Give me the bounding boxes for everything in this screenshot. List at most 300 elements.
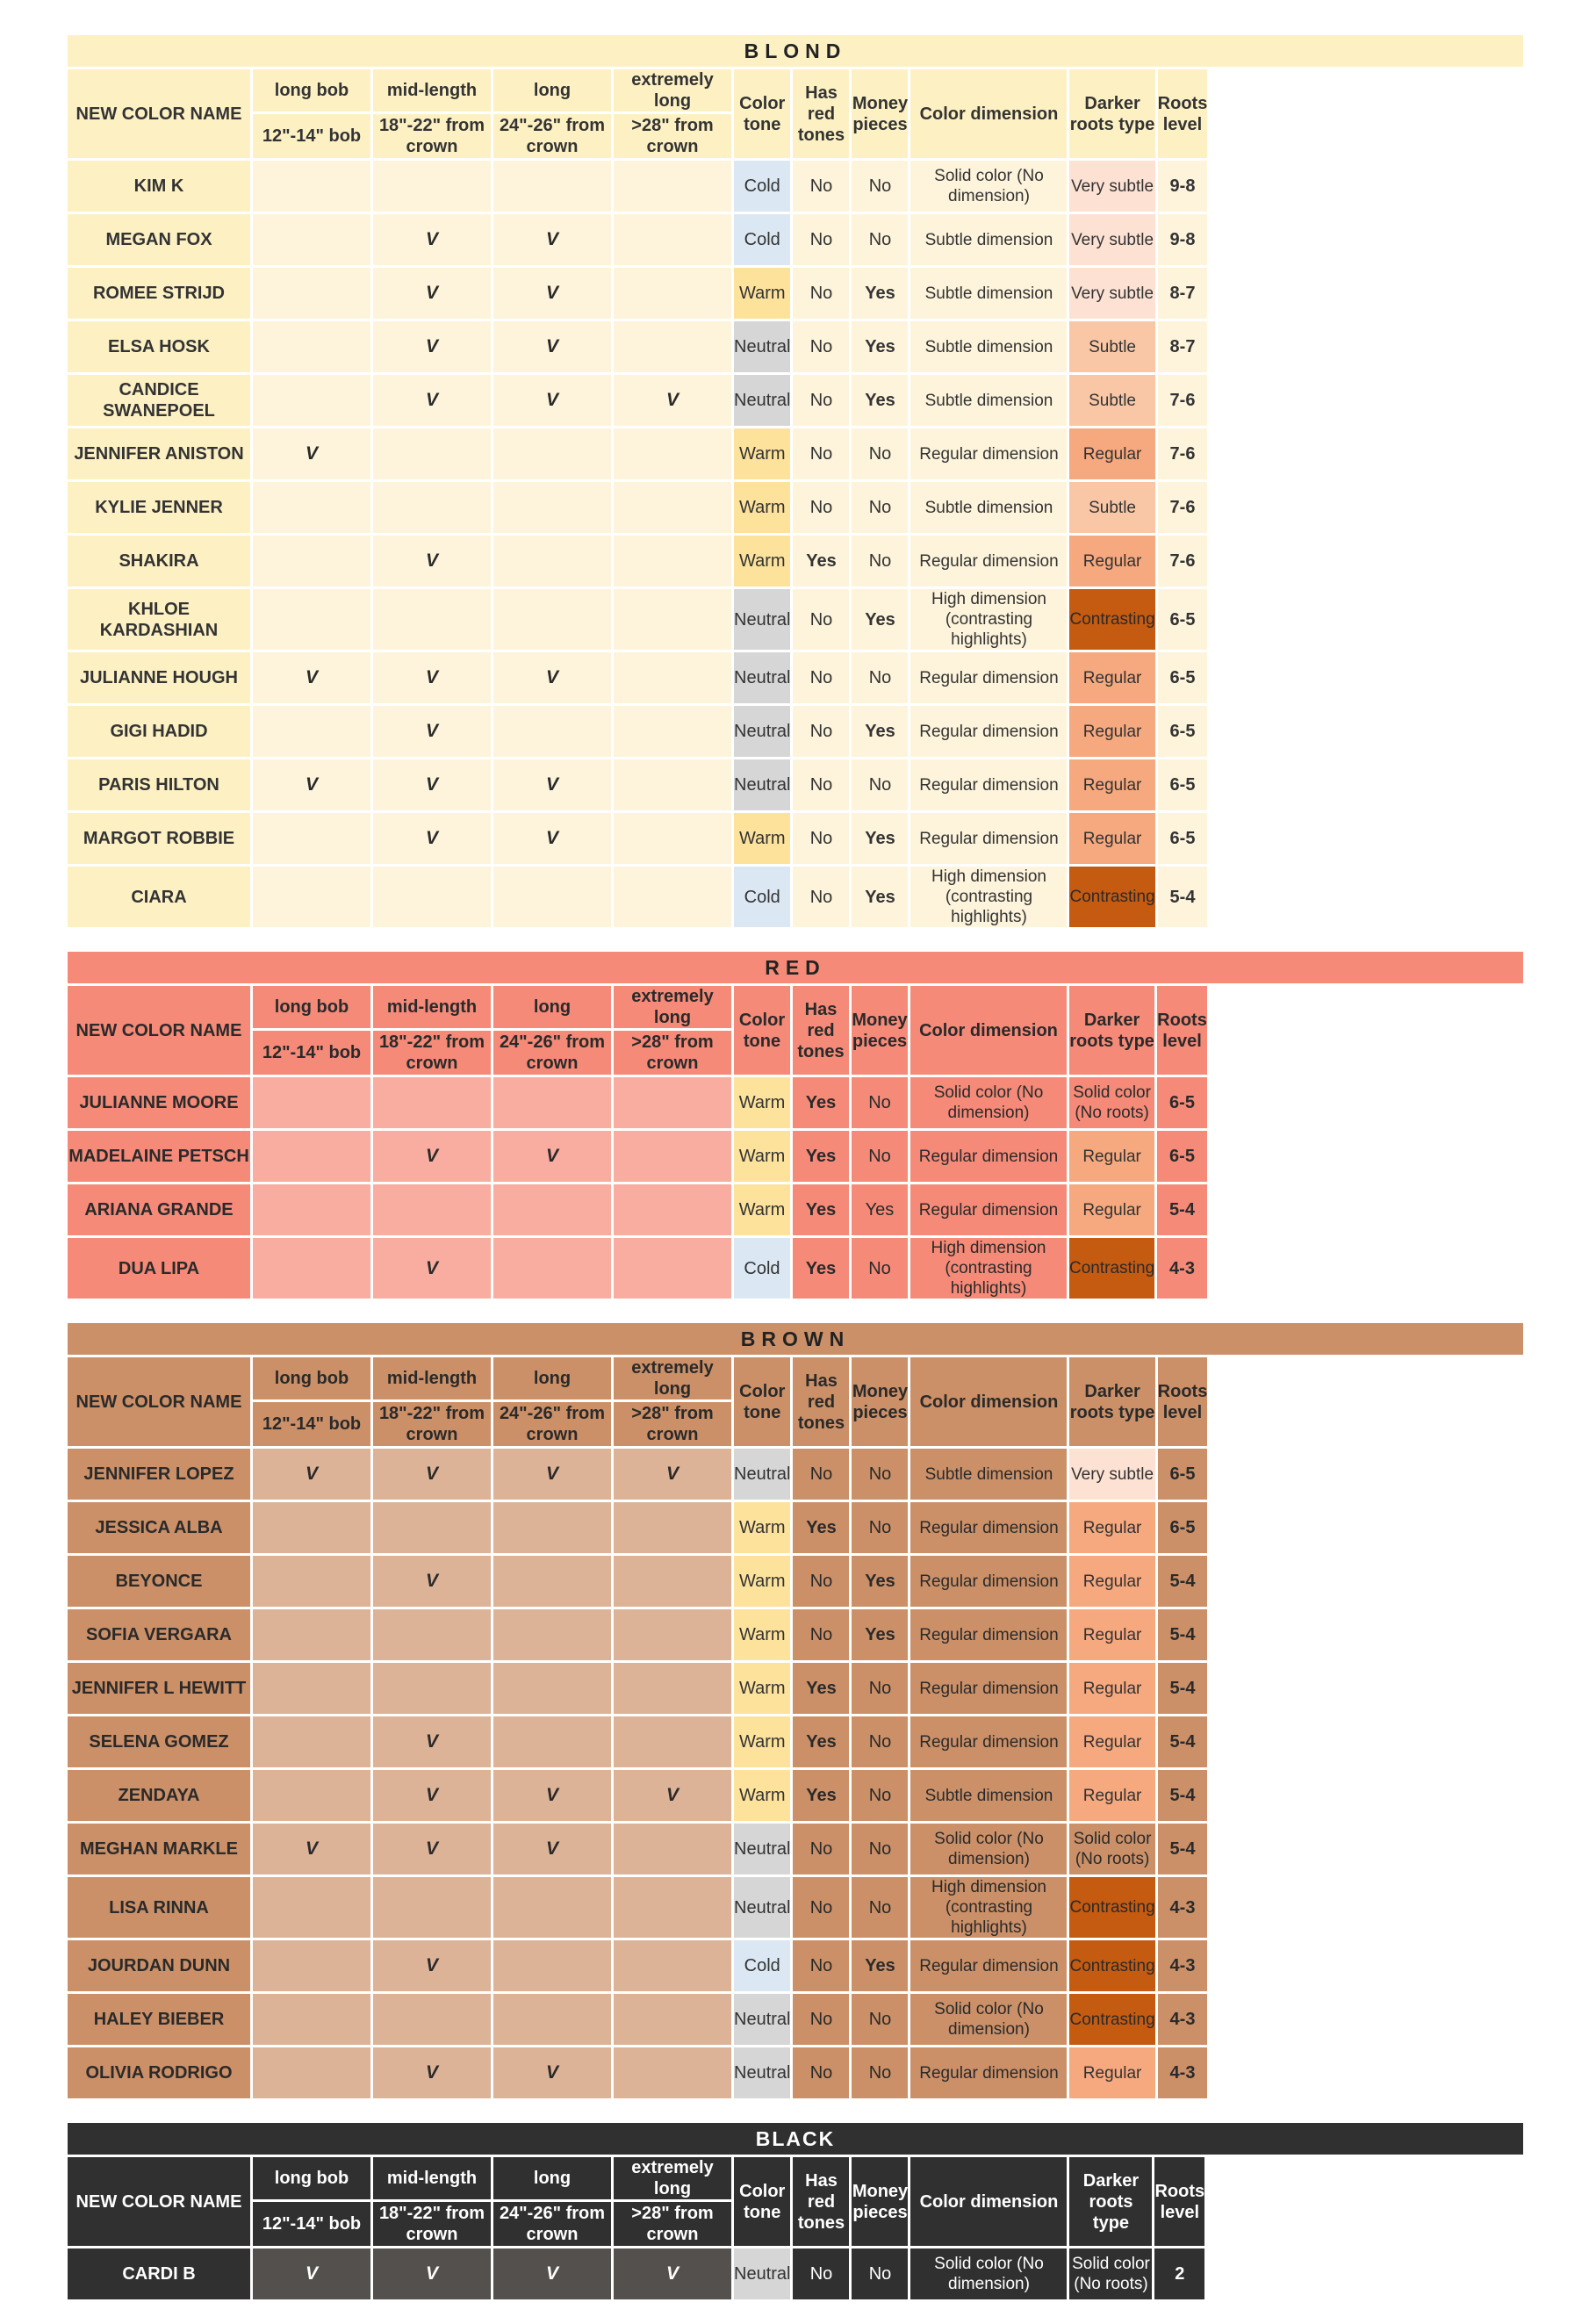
header-money: Money pieces [852,2157,908,2246]
header-length-sub: >28" from crown [614,2202,731,2246]
money-pieces-cell: No [852,214,908,265]
length-cell: V [614,1449,731,1500]
length-cell [253,589,370,650]
money-pieces-cell: No [852,759,908,810]
length-cell: V [373,536,491,586]
money-pieces-cell: No [852,482,908,533]
length-cell [614,1184,731,1235]
roots-type-cell: Regular [1069,536,1154,586]
roots-level-cell: 8-7 [1158,321,1208,372]
length-cell [493,428,611,479]
header-roots-type: Darker roots type [1069,2157,1152,2246]
length-cell [253,1238,370,1299]
length-cell: V [373,1131,491,1182]
header-roots-level: Roots level [1154,2157,1204,2246]
tone-cell: Warm [734,1770,790,1821]
length-cell [253,536,370,586]
length-cell: V [493,2047,611,2098]
roots-type-cell: Subtle [1069,321,1154,372]
tone-cell: Warm [734,813,790,864]
header-roots-level: Roots level [1157,986,1207,1075]
length-cell [373,161,491,212]
length-cell [493,1077,611,1128]
length-cell [614,428,731,479]
table-row [68,759,1207,810]
row-name: PARIS HILTON [68,759,250,810]
header-length: long [493,2157,611,2199]
red-tones-cell: No [793,214,849,265]
red-tones-cell: Yes [793,1077,849,1128]
money-pieces-cell: No [852,1502,908,1553]
tone-cell: Warm [734,268,790,319]
table-row [68,589,1207,650]
table-row [68,1131,1207,1182]
header-length-sub: 12"-14" bob [253,1031,370,1075]
roots-type-cell: Very subtle [1069,161,1154,212]
red-tones-cell: No [793,1449,849,1500]
length-cell: V [373,2047,491,2098]
table-row [68,1449,1207,1500]
length-cell [493,1716,611,1767]
money-pieces-cell: No [852,1663,908,1714]
roots-type-cell: Contrasting [1069,1994,1154,2045]
length-cell: V [373,321,491,372]
table-row [68,1184,1207,1235]
header-length-sub: >28" from crown [614,1402,731,1446]
roots-type-cell: Contrasting [1069,1877,1154,1938]
section-title: BROWN [68,1323,1523,1355]
length-cell [493,1502,611,1553]
length-cell [253,161,370,212]
length-cell: V [493,1770,611,1821]
red-tones-cell: No [793,375,849,426]
row-name: GIGI HADID [68,706,250,757]
length-cell [614,2047,731,2098]
header-length-sub: 24"-26" from crown [493,114,611,158]
length-cell: V [493,2248,611,2299]
header-dimension: Color dimension [910,1357,1067,1446]
roots-level-cell: 5-4 [1158,1663,1208,1714]
red-tones-cell: No [793,2047,849,2098]
header-length: extremely long [614,1357,731,1399]
tone-cell: Neutral [734,2248,790,2299]
roots-type-cell: Regular [1069,1609,1154,1660]
length-cell [493,1184,611,1235]
header-tone: Color tone [734,986,790,1075]
length-cell: V [253,1449,370,1500]
length-cell [253,268,370,319]
dimension-cell: Regular dimension [910,652,1067,703]
section-title: BLACK [68,2123,1523,2155]
header-tone: Color tone [734,69,790,158]
money-pieces-cell: No [852,1770,908,1821]
row-name: KYLIE JENNER [68,482,250,533]
header-length: extremely long [614,2157,731,2199]
header-tone: Color tone [734,2157,790,2246]
dimension-cell: High dimension (contrasting highlights) [910,1238,1067,1299]
header-length: mid-length [373,986,491,1028]
row-name: ARIANA GRANDE [68,1184,250,1235]
red-tones-cell: No [793,652,849,703]
roots-level-cell: 5-4 [1158,1770,1208,1821]
roots-level-cell: 5-4 [1158,1609,1208,1660]
header-name: NEW COLOR NAME [68,1357,250,1446]
table-row [68,813,1207,864]
row-name: ROMEE STRIJD [68,268,250,319]
header-length-sub: 24"-26" from crown [493,1402,611,1446]
color-table [65,1355,1210,2101]
length-cell [493,1994,611,2045]
length-cell: V [253,428,370,479]
table-row [68,1940,1207,1991]
dimension-cell: Regular dimension [910,1609,1067,1660]
row-name: SELENA GOMEZ [68,1716,250,1767]
roots-level-cell: 9-8 [1158,161,1208,212]
roots-type-cell: Solid color (No roots) [1069,2248,1152,2299]
red-tones-cell: Yes [793,1663,849,1714]
tone-cell: Warm [734,1716,790,1767]
money-pieces-cell: No [852,536,908,586]
length-cell: V [373,268,491,319]
roots-type-cell: Regular [1069,1131,1154,1182]
tone-cell: Warm [734,1609,790,1660]
red-tones-cell: No [793,268,849,319]
roots-level-cell: 5-4 [1158,1556,1208,1607]
length-cell [614,867,731,927]
length-cell: V [493,652,611,703]
roots-type-cell: Regular [1069,1770,1154,1821]
roots-level-cell: 4-3 [1157,1238,1207,1299]
row-name: SOFIA VERGARA [68,1609,250,1660]
length-cell [253,1716,370,1767]
header-length-sub: >28" from crown [614,114,731,158]
length-cell [493,867,611,927]
length-cell: V [253,759,370,810]
row-name: JESSICA ALBA [68,1502,250,1553]
length-cell [373,1184,491,1235]
dimension-cell: Regular dimension [910,706,1067,757]
length-cell: V [373,1770,491,1821]
table-row [68,1994,1207,2045]
row-name: SHAKIRA [68,536,250,586]
roots-type-cell: Regular [1069,2047,1154,2098]
roots-type-cell: Solid color (No roots) [1069,1824,1154,1874]
row-name: LISA RINNA [68,1877,250,1938]
table-row [68,2248,1204,2299]
length-cell [373,867,491,927]
table-row [68,1077,1207,1128]
header-length-sub: >28" from crown [614,1031,731,1075]
tone-cell: Warm [734,1556,790,1607]
row-name: KHLOE KARDASHIAN [68,589,250,650]
tone-cell: Warm [734,482,790,533]
length-cell: V [373,1556,491,1607]
header-dimension: Color dimension [910,2157,1067,2246]
roots-type-cell: Regular [1069,1556,1154,1607]
length-cell: V [493,1824,611,1874]
red-tones-cell: Yes [793,1184,849,1235]
roots-type-cell: Regular [1069,706,1154,757]
length-cell [373,1502,491,1553]
roots-type-cell: Regular [1069,1502,1154,1553]
length-cell: V [373,1449,491,1500]
dimension-cell: Regular dimension [910,428,1067,479]
length-cell [614,1940,731,1991]
row-name: KIM K [68,161,250,212]
dimension-cell: High dimension (contrasting highlights) [910,1877,1067,1938]
table-row [68,161,1207,212]
color-table [65,67,1210,930]
dimension-cell: Subtle dimension [910,1449,1067,1500]
length-cell: V [373,1824,491,1874]
length-cell: V [493,214,611,265]
length-cell [373,1877,491,1938]
length-cell [253,1770,370,1821]
red-tones-cell: No [793,1609,849,1660]
length-cell: V [373,214,491,265]
money-pieces-cell: No [852,428,908,479]
red-tones-cell: No [793,428,849,479]
money-pieces-cell: No [852,1877,908,1938]
roots-level-cell: 6-5 [1158,589,1208,650]
roots-level-cell: 6-5 [1158,706,1208,757]
length-cell [614,268,731,319]
header-roots-type: Darker roots type [1069,1357,1154,1446]
money-pieces-cell: Yes [852,1609,908,1660]
length-cell [253,706,370,757]
header-length-sub: 24"-26" from crown [493,2202,611,2246]
header-length: long bob [253,69,370,112]
length-cell: V [373,2248,491,2299]
money-pieces-cell: No [852,1077,908,1128]
dimension-cell: Regular dimension [910,1663,1067,1714]
red-tones-cell: No [793,2248,849,2299]
length-cell [614,161,731,212]
dimension-cell: Subtle dimension [910,482,1067,533]
length-cell [493,706,611,757]
length-cell [373,589,491,650]
header-length: mid-length [373,69,491,112]
money-pieces-cell: Yes [852,321,908,372]
dimension-cell: High dimension (contrasting highlights) [910,589,1067,650]
table-row [68,1609,1207,1660]
roots-level-cell: 6-5 [1158,1449,1208,1500]
length-cell [614,1609,731,1660]
roots-level-cell: 7-6 [1158,375,1208,426]
length-cell [373,1994,491,2045]
length-cell [614,1238,731,1299]
money-pieces-cell: No [852,1131,908,1182]
row-name: CIARA [68,867,250,927]
length-cell [614,1131,731,1182]
header-length-sub: 12"-14" bob [253,1402,370,1446]
length-cell: V [253,2248,370,2299]
roots-type-cell: Subtle [1069,375,1154,426]
row-name: JULIANNE HOUGH [68,652,250,703]
money-pieces-cell: No [852,2248,908,2299]
tone-cell: Cold [734,161,790,212]
dimension-cell: Solid color (No dimension) [910,1077,1067,1128]
header-roots-type: Darker roots type [1069,986,1154,1075]
money-pieces-cell: No [852,1824,908,1874]
header-length-sub: 18"-22" from crown [373,1031,491,1075]
table-row [68,652,1207,703]
money-pieces-cell: No [852,1994,908,2045]
tone-cell: Warm [734,1131,790,1182]
dimension-cell: Regular dimension [910,536,1067,586]
dimension-cell: Subtle dimension [910,214,1067,265]
red-tones-cell: Yes [793,1770,849,1821]
row-name: JENNIFER LOPEZ [68,1449,250,1500]
length-cell [614,759,731,810]
length-cell: V [614,1770,731,1821]
table-row [68,1770,1207,1821]
tone-cell: Neutral [734,2047,790,2098]
length-cell [253,1184,370,1235]
money-pieces-cell: Yes [852,268,908,319]
dimension-cell: Solid color (No dimension) [910,2248,1067,2299]
roots-level-cell: 7-6 [1158,536,1208,586]
length-cell: V [373,375,491,426]
header-length: long bob [253,1357,370,1399]
money-pieces-cell: Yes [852,1184,908,1235]
tone-cell: Warm [734,1502,790,1553]
money-pieces-cell: No [852,652,908,703]
money-pieces-cell: Yes [852,1556,908,1607]
header-red: Has red tones [793,986,849,1075]
table-row [68,268,1207,319]
red-tones-cell: No [793,589,849,650]
red-tones-cell: No [793,813,849,864]
red-tones-cell: No [793,482,849,533]
red-tones-cell: No [793,161,849,212]
roots-level-cell: 5-4 [1158,1824,1208,1874]
length-cell [253,1994,370,2045]
length-cell [614,1663,731,1714]
length-cell [614,536,731,586]
tone-cell: Neutral [734,1877,790,1938]
length-cell: V [493,1449,611,1500]
header-length-sub: 24"-26" from crown [493,1031,611,1075]
length-cell [493,1877,611,1938]
row-name: JOURDAN DUNN [68,1940,250,1991]
roots-level-cell: 9-8 [1158,214,1208,265]
section-title: BLOND [68,35,1523,67]
header-money: Money pieces [852,1357,908,1446]
tone-cell: Neutral [734,706,790,757]
tone-cell: Warm [734,1077,790,1128]
row-name: ELSA HOSK [68,321,250,372]
length-cell [253,1609,370,1660]
tone-cell: Neutral [734,652,790,703]
length-cell [614,1994,731,2045]
length-cell [253,1077,370,1128]
roots-level-cell: 6-5 [1158,1502,1208,1553]
roots-level-cell: 6-5 [1158,759,1208,810]
length-cell [614,1502,731,1553]
money-pieces-cell: No [852,1716,908,1767]
red-tones-cell: No [793,1994,849,2045]
length-cell [493,1940,611,1991]
header-red: Has red tones [793,1357,849,1446]
roots-level-cell: 2 [1154,2248,1204,2299]
roots-level-cell: 5-4 [1157,1184,1207,1235]
money-pieces-cell: Yes [852,1940,908,1991]
header-roots-level: Roots level [1158,69,1208,158]
table-row [68,321,1207,372]
length-cell [493,482,611,533]
row-name: JULIANNE MOORE [68,1077,250,1128]
red-tones-cell: No [793,867,849,927]
dimension-cell: High dimension (contrasting highlights) [910,867,1067,927]
header-length-sub: 18"-22" from crown [373,2202,491,2246]
roots-type-cell: Contrasting [1069,589,1154,650]
roots-type-cell: Regular [1069,428,1154,479]
roots-type-cell: Contrasting [1069,867,1154,927]
dimension-cell: Regular dimension [910,1940,1067,1991]
section-brown [68,1323,1523,2101]
tone-cell: Warm [734,1184,790,1235]
row-name: OLIVIA RODRIGO [68,2047,250,2098]
red-tones-cell: Yes [793,1502,849,1553]
length-cell [493,1556,611,1607]
length-cell [253,1131,370,1182]
roots-level-cell: 4-3 [1158,2047,1208,2098]
length-cell: V [373,813,491,864]
table-row [68,1238,1207,1299]
tone-cell: Cold [734,214,790,265]
roots-type-cell: Solid color (No roots) [1069,1077,1154,1128]
roots-type-cell: Regular [1069,759,1154,810]
header-roots-type: Darker roots type [1069,69,1154,158]
color-chart-page [68,35,1523,2324]
length-cell: V [493,321,611,372]
length-cell [614,1824,731,1874]
row-name: ZENDAYA [68,1770,250,1821]
tone-cell: Cold [734,867,790,927]
roots-type-cell: Subtle [1069,482,1154,533]
length-cell: V [253,1824,370,1874]
section-black [68,2123,1523,2302]
length-cell: V [373,652,491,703]
row-name: MARGOT ROBBIE [68,813,250,864]
money-pieces-cell: No [852,1449,908,1500]
tone-cell: Neutral [734,589,790,650]
roots-level-cell: 4-3 [1158,1994,1208,2045]
roots-level-cell: 6-5 [1158,652,1208,703]
length-cell [373,1663,491,1714]
header-red: Has red tones [793,69,849,158]
money-pieces-cell: Yes [852,867,908,927]
money-pieces-cell: Yes [852,706,908,757]
row-name: CARDI B [68,2248,250,2299]
header-length-sub: 12"-14" bob [253,114,370,158]
red-tones-cell: Yes [793,1716,849,1767]
money-pieces-cell: Yes [852,589,908,650]
header-length: long [493,986,611,1028]
header-length: long bob [253,2157,370,2199]
header-length-sub: 18"-22" from crown [373,1402,491,1446]
row-name: MADELAINE PETSCH [68,1131,250,1182]
dimension-cell: Subtle dimension [910,321,1067,372]
dimension-cell: Regular dimension [910,1556,1067,1607]
tone-cell: Warm [734,1663,790,1714]
length-cell: V [493,759,611,810]
length-cell [253,375,370,426]
header-length: mid-length [373,2157,491,2199]
red-tones-cell: Yes [793,536,849,586]
length-cell [253,1556,370,1607]
